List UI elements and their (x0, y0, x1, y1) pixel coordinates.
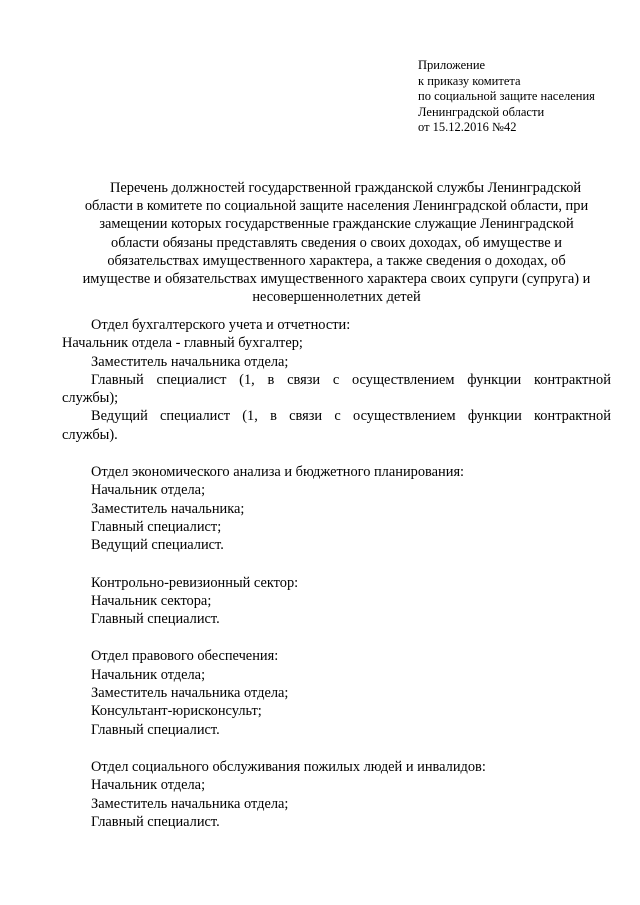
word: осуществлением (353, 408, 456, 425)
position-item: Главный специалист. (91, 721, 220, 738)
position-item: Начальник отдела - главный бухгалтер; (62, 335, 303, 352)
section-legal (62, 647, 611, 738)
annex-block (418, 58, 628, 136)
annex-line: по социальной защите населения (418, 89, 595, 104)
title-line: имуществе и обязательствах имущественного характера своих супруги (супруга) и (82, 271, 591, 288)
word: в (270, 408, 277, 425)
position-item: Главный специалист. (91, 611, 220, 628)
title-line: обязательствах имущественного характера, а также сведения о доходах, об (107, 252, 566, 269)
annex-line: Приложение (418, 58, 486, 72)
position-item: Консультант-юрисконсульт; (91, 703, 262, 720)
word: функции (467, 408, 522, 425)
section-heading: Отдел социального обслуживания пожилых людей и инвалидов: (91, 758, 486, 775)
word: Ведущий (91, 408, 148, 425)
word: контрактной (534, 408, 611, 425)
title-line: замещении которых государственные гражданские служащие Ленинградской (99, 216, 574, 233)
annex-line: к приказу комитета (418, 73, 521, 88)
position-item-justified (62, 407, 611, 425)
section-heading: Отдел правового обеспечения: (91, 648, 279, 665)
section-heading: Отдел экономического анализа и бюджетного планирования: (91, 464, 465, 481)
position-item-tail: службы). (62, 426, 118, 443)
word: Главный (91, 371, 144, 388)
word: с (332, 371, 340, 388)
section-social (62, 758, 611, 831)
title-line: несовершеннолетних детей (252, 289, 421, 306)
word: специалист (156, 371, 227, 388)
section-audit (62, 574, 611, 629)
title-line: области обязаны представлять сведения о своих доходах, об имуществе и (111, 234, 562, 251)
word: (1, (239, 371, 255, 388)
section-heading: Контрольно-ревизионный сектор: (91, 574, 299, 591)
word: контрактной (534, 371, 611, 388)
positions-list (62, 316, 611, 850)
section-heading: Отдел бухгалтерского учета и отчетности: (91, 317, 351, 333)
position-item: Заместитель начальника; (91, 500, 245, 517)
word: функции (467, 371, 522, 388)
word: (1, (242, 408, 258, 425)
position-item: Заместитель начальника отдела; (91, 353, 289, 370)
annex-date-line: от 15.12.2016 №42 (418, 120, 517, 135)
word: связи (287, 371, 321, 388)
position-item: Заместитель начальника отдела; (91, 795, 289, 812)
position-item: Начальник сектора; (91, 592, 212, 609)
document-title (62, 179, 611, 306)
position-item: Главный специалист; (91, 518, 222, 535)
position-item: Начальник отдела; (91, 666, 206, 683)
position-item-tail: службы); (62, 390, 119, 407)
position-item-justified (62, 371, 611, 389)
word: специалист (160, 408, 230, 425)
word: связи (289, 408, 323, 425)
position-item: Начальник отдела; (91, 482, 206, 499)
position-item: Начальник отдела; (91, 777, 206, 794)
position-item: Главный специалист. (91, 813, 220, 830)
word: осуществлением (352, 371, 455, 388)
position-item: Заместитель начальника отдела; (91, 685, 289, 702)
section-accounting (62, 316, 611, 444)
position-item: Ведущий специалист. (91, 537, 224, 554)
annex-line: Ленинградской области (418, 104, 545, 119)
title-line: Перечень должностей государственной гражданской службы Ленинградской (110, 180, 582, 196)
word: в (267, 371, 275, 388)
word: с (334, 408, 341, 425)
title-line: области в комитете по социальной защите населения Ленинградской области, при (84, 198, 589, 215)
section-economic (62, 463, 611, 554)
